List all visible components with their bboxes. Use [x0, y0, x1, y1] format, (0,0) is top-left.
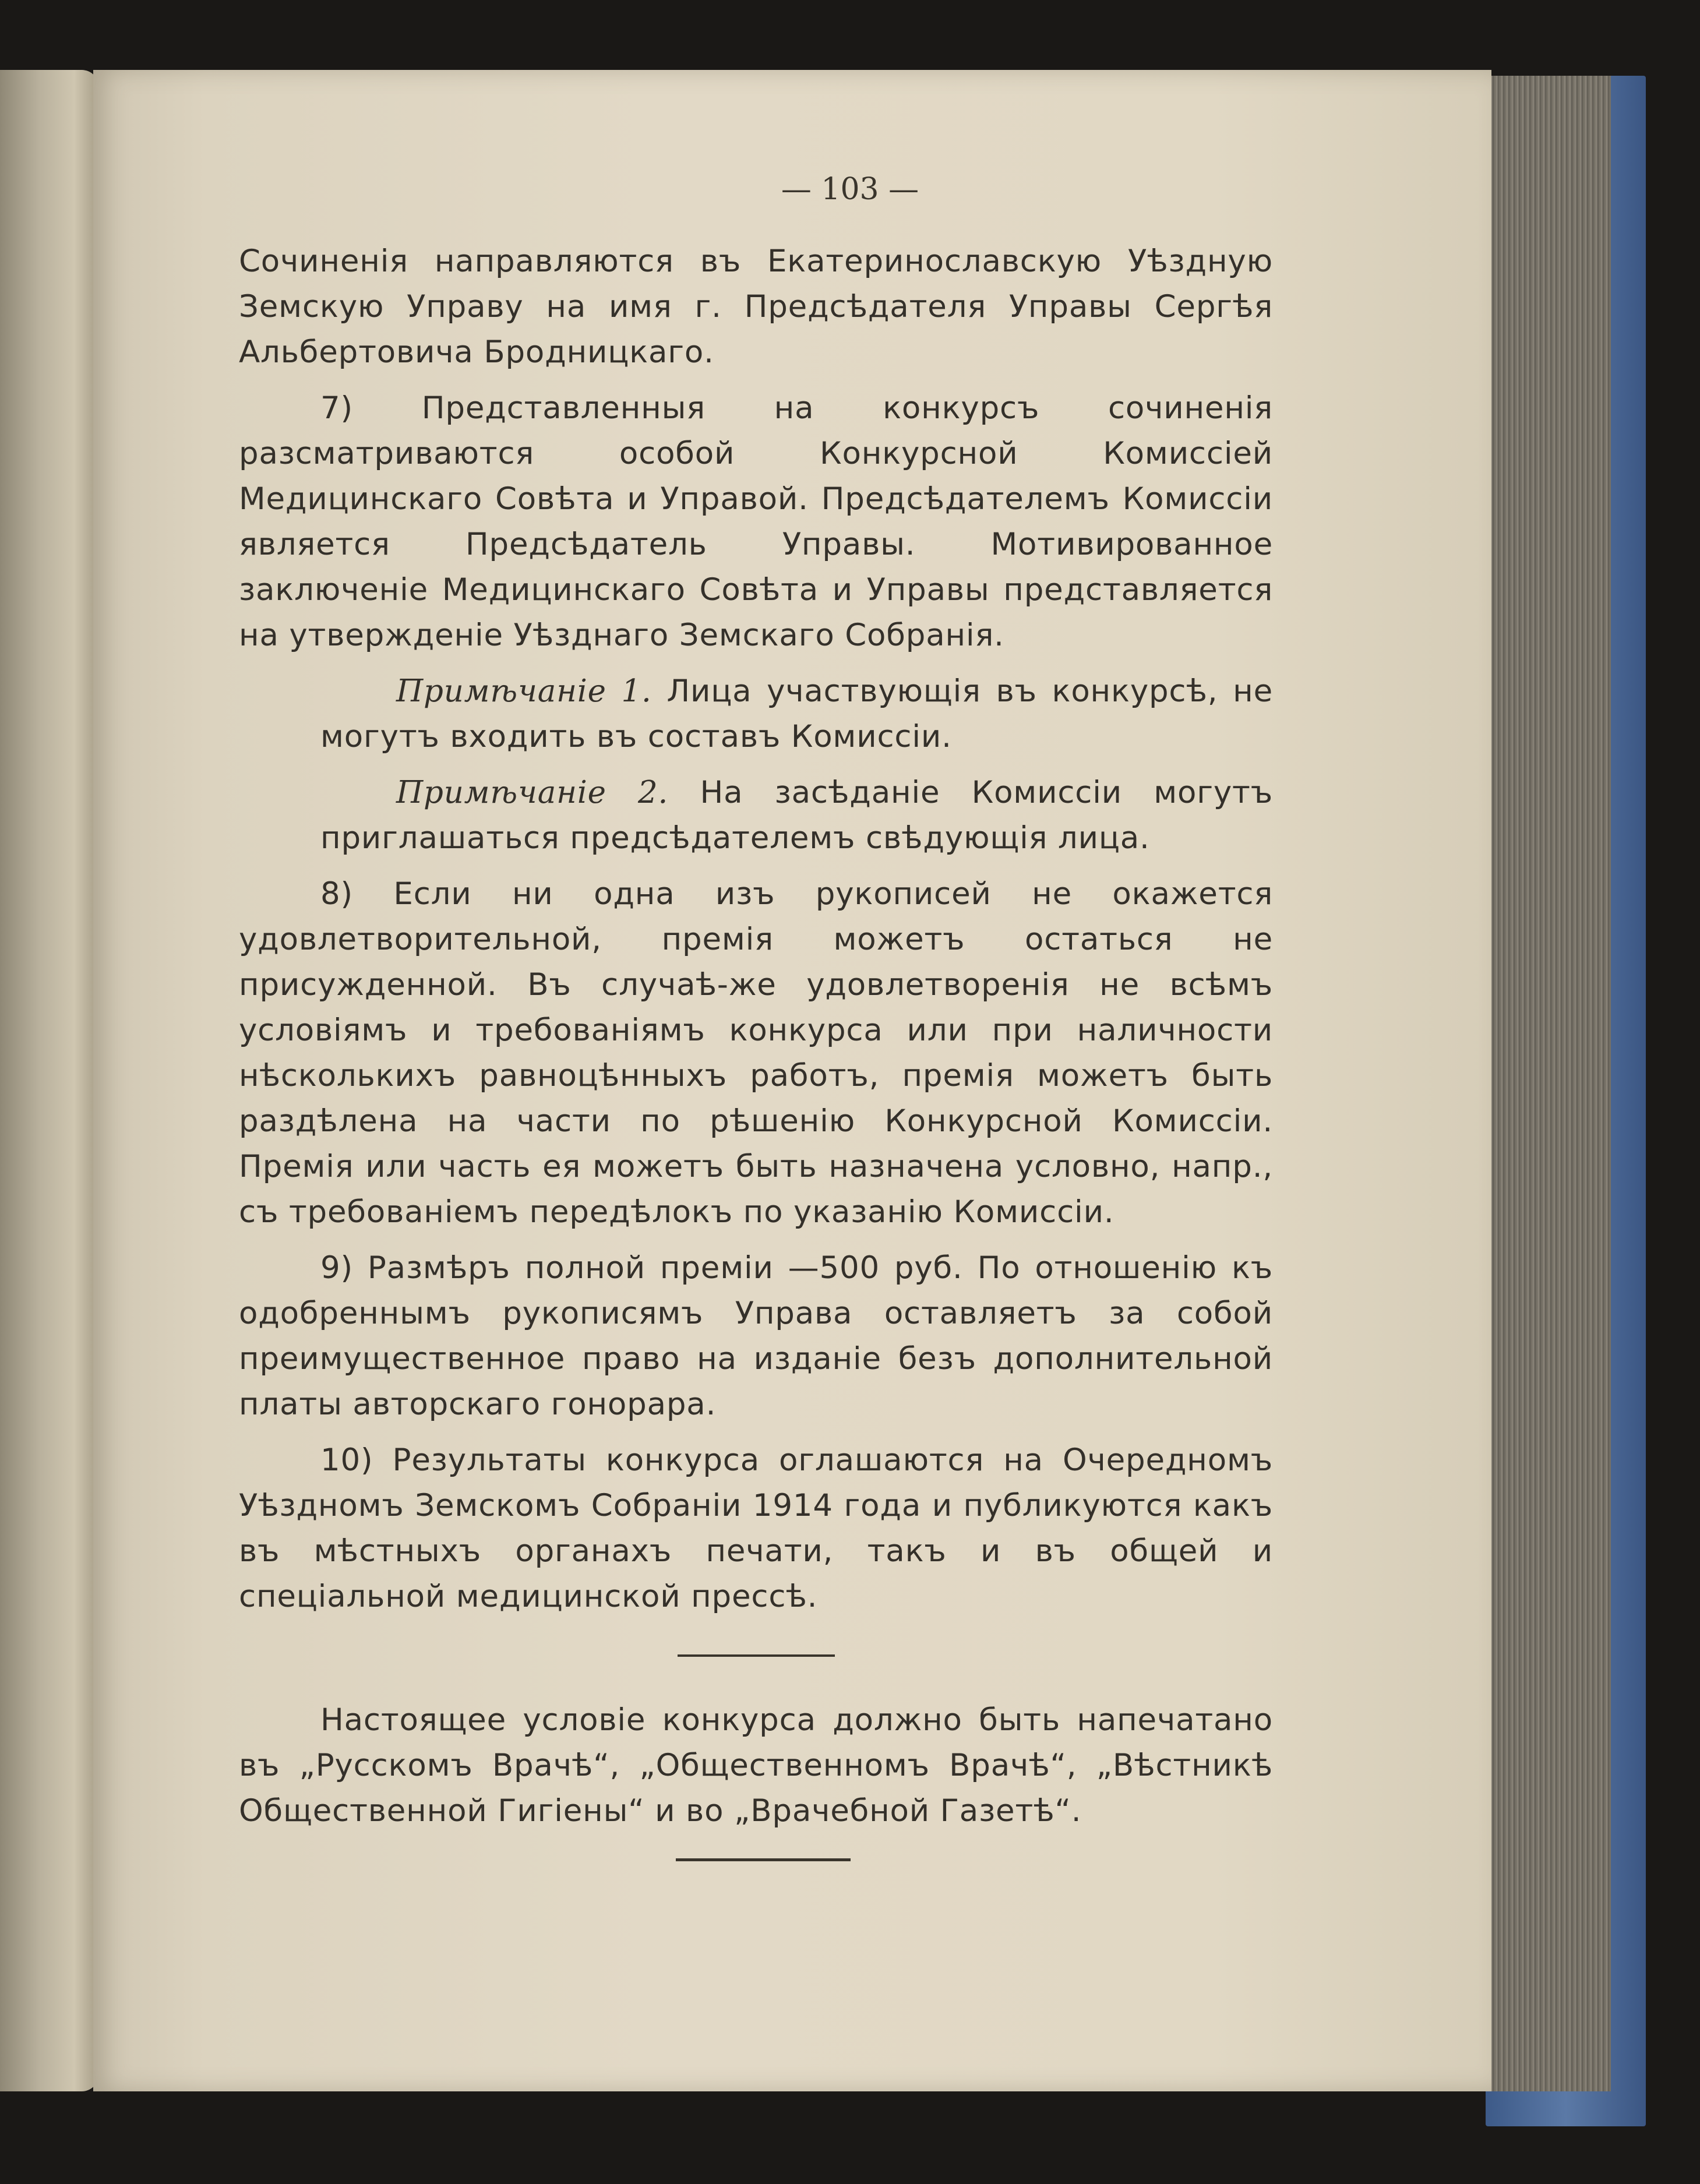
paragraph-7: 7) Представленныя на конкурсъ сочиненія разсматриваются особой Конкурсной Комиссіей Медицинскаго Совѣта и Управой. Предсѣдателемъ Комиссіи является Предсѣдатель Управы. Мотивированное заключеніе Медицинскаго Совѣта и Управы представляется на утвержденіе Уѣзднаго Земскаго Собранія. [239, 390, 1273, 653]
paragraph-8: 8) Если ни одна изъ рукописей не окажется удовлетворительной, премія можетъ остаться не присужденной. Въ случаѣ-же удовлетворенія не всѣмъ условіямъ и требованіямъ конкурса или при наличности нѣсколькихъ равноцѣнныхъ работъ, премія можетъ быть раздѣлена на части по рѣшенію Конкурсной Комиссіи. Премія или часть ея можетъ быть назначена условно, напр., съ требованіемъ передѣлокъ по указанію Комиссіи. [239, 876, 1273, 1230]
note-2 [320, 770, 1273, 861]
note-1-text: Лица участвующія въ конкурсѣ, не могутъ входить въ составъ Комиссіи. [320, 673, 1273, 754]
paragraph-9: 9) Размѣръ полной преміи —500 руб. По отношенію къ одобреннымъ рукописямъ Управа оставляетъ за собой преимущественное право на изданіе безъ дополнительной платы авторскаго гонорара. [239, 1250, 1273, 1422]
page-body [239, 239, 1273, 1844]
section-separator [678, 1654, 835, 1657]
note-1-label: Примѣчаніе 1. [396, 673, 652, 709]
closing-rule [676, 1858, 851, 1861]
paragraph-10: 10) Результаты конкурса оглашаются на Очередномъ Уѣздномъ Земскомъ Собраніи 1914 года и публикуются какъ въ мѣстныхъ органахъ печати, такъ и въ общей и спеціальной медицинской прессѣ. [239, 1442, 1273, 1614]
note-2-text: На засѣданіе Комиссіи могутъ приглашаться предсѣдателемъ свѣдующія лица. [320, 775, 1273, 856]
paragraph-publication-notice: Настоящее условіе конкурса должно быть напечатано въ „Русскомъ Врачѣ“, „Общественномъ Врачѣ“, „Вѣстникѣ Общественной Гигіены“ и во „Врачебной Газетѣ“. [239, 1702, 1273, 1829]
note-2-label: Примѣчаніе 2. [396, 775, 669, 810]
paragraph-submission-address: Сочиненія направляются въ Екатеринославскую Уѣздную Земскую Управу на имя г. Предсѣдателя Управы Сергѣя Альбертовича Бродницкаго. [239, 244, 1273, 370]
left-facing-page-edge [0, 70, 99, 2091]
page-number: — 103 — [781, 172, 919, 207]
note-1 [320, 669, 1273, 760]
page-block-edges [1474, 76, 1611, 2091]
